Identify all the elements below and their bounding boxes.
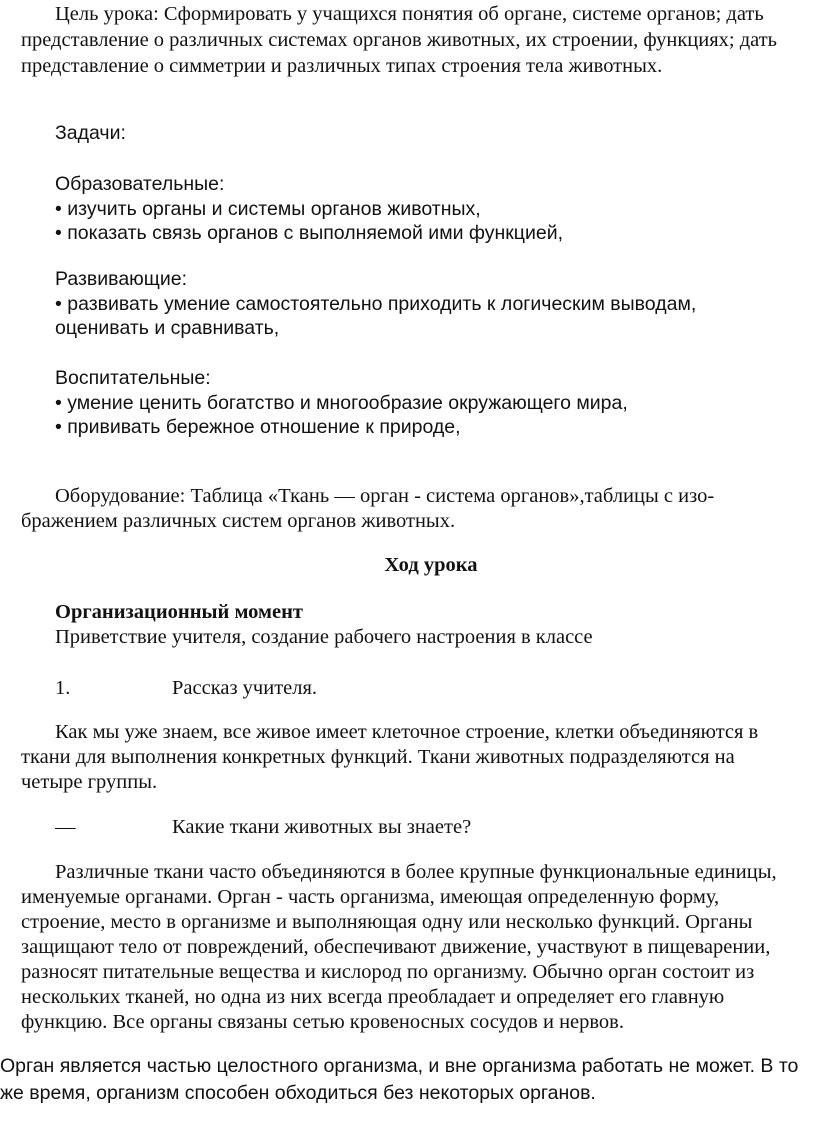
question-dash: —	[55, 816, 76, 838]
tasks-heading: Задачи:	[55, 122, 126, 144]
org-moment-text: Приветствие учителя, создание рабочего настроения в классе	[55, 626, 593, 648]
para1-line-2: ткани для выполнения конкретных функций. Ткани животных подразделяются на	[21, 746, 735, 768]
para2-line-4: защищают тело от повреждений, обеспечивают движение, участвуют в пищеварении,	[21, 936, 771, 958]
upbringing-item-2: • прививать бережное отношение к природе,	[55, 416, 461, 438]
para2-line-1: Различные ткани часто объединяются в более крупные функциональные единицы,	[55, 861, 777, 883]
question-text: Какие ткани животных вы знаете?	[172, 816, 472, 838]
developing-item-2: оценивать и сравнивать,	[55, 317, 280, 339]
para3-line-2: же время, организм способен обходиться без некоторых органов.	[0, 1082, 596, 1104]
para2-line-3: строение, место в организме и выполняющая одну или несколько функций. Органы	[21, 911, 753, 933]
goal-line-2: представление о различных системах органов животных, их строении, функциях; дать	[21, 29, 778, 51]
para2-line-5: разносят питательные вещества и кислород по организму. Обычно орган состоит из	[21, 961, 755, 983]
goal-line-1: Цель урока: Сформировать у учащихся понятия об органе, системе органов; дать	[55, 3, 764, 25]
para2-line-6: нескольких тканей, но одна из них всегда преобладает и определяет его главную	[21, 986, 725, 1008]
equipment-line-1: Оборудование: Таблица «Ткань — орган - система органов»,таблицы с изо-	[55, 485, 715, 507]
point-1-number: 1.	[55, 677, 71, 699]
upbringing-item-1: • умение ценить богатство и многообразие окружающего мира,	[55, 392, 628, 414]
equipment-line-2: бражением различных систем органов животных.	[21, 510, 456, 532]
org-moment-heading: Организационный момент	[55, 601, 303, 623]
goal-line-3: представление о симметрии и различных типах строения тела животных.	[21, 55, 663, 77]
para1-line-1: Как мы уже знаем, все живое имеет клеточное строение, клетки объединяются в	[55, 721, 759, 743]
lesson-title: Ход урока	[384, 554, 478, 576]
para3-line-1: Орган является частью целостного организма, и вне организма работать не может. В то	[0, 1055, 799, 1077]
para2-line-2: именуемые органами. Орган - часть организма, имеющая определенную форму,	[21, 886, 720, 908]
point-1-text: Рассказ учителя.	[172, 677, 318, 699]
educational-item-1: • изучить органы и системы органов животных,	[55, 198, 481, 220]
developing-item-1: • развивать умение самостоятельно приходить к логическим выводам,	[55, 293, 697, 315]
educational-heading: Образовательные:	[55, 173, 225, 195]
para2-line-7: функцию. Все органы связаны сетью кровеносных сосудов и нервов.	[21, 1011, 624, 1033]
para1-line-3: четыре группы.	[21, 771, 158, 793]
developing-heading: Развивающие:	[55, 268, 187, 290]
educational-item-2: • показать связь органов с выполняемой ими функцией,	[55, 222, 564, 244]
upbringing-heading: Воспитательные:	[55, 367, 211, 389]
